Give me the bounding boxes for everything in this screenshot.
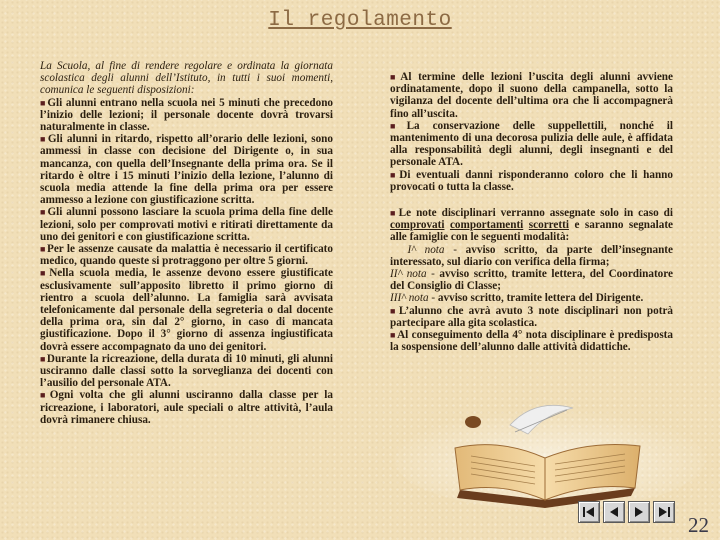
next-icon — [632, 506, 646, 518]
previous-slide-button[interactable] — [603, 501, 625, 523]
note-level: I^ nota - avviso scritto, da parte dell’insegnante interessato, sul diario con verifica della firma; — [390, 243, 673, 268]
bullet-icon: ■ — [390, 330, 397, 341]
bullet-icon: ■ — [40, 390, 49, 401]
open-book-quill-icon — [385, 380, 705, 510]
first-slide-button[interactable] — [578, 501, 600, 523]
rule-item: ■Gli alunni in ritardo, rispetto all’orario delle lezioni, sono ammessi in classe con decisione del Dirigente o, in sua mancanza, con quella dell’Insegnante della prima ora. Se il ritardo è oltre i 15 minuti l’inizio della lezione, l’alunno di scuola media attende la fine della prima ora per essere ammesso a lezione con giustificazione scritta. — [40, 133, 333, 207]
rule-item: ■Al termine delle lezioni l’uscita degli alunni avviene ordinatamente, dopo il suono della campanella, sotto la vigilanza del docente dell’ultima ora che li accompagnerà fino all’uscita. — [390, 71, 673, 120]
notes-intro: ■Le note disciplinari verranno assegnate solo in caso di comprovati comportamenti scorretti e saranno segnalate alle famiglie con le seguenti modalità: — [390, 207, 674, 244]
bullet-icon: ■ — [40, 97, 47, 108]
last-slide-button[interactable] — [653, 501, 675, 523]
note-level: III^ nota - avviso scritto, tramite lettera del Dirigente. — [390, 292, 644, 305]
page-title: Il regolamento — [268, 9, 452, 32]
bullet-icon: ■ — [390, 208, 398, 219]
right-column — [390, 71, 673, 353]
page-number: 22 — [688, 513, 709, 537]
rule-item: ■Gli alunni entrano nella scuola nei 5 minuti che precedono l’inizio delle lezioni; il personale docente dovrà trovarsi naturalmente in classe. — [40, 96, 334, 134]
last-icon — [657, 506, 671, 518]
note-level: II^ nota - avviso scritto, tramite lettera, del Coordinatore del Consiglio di Classe; — [390, 268, 674, 293]
bullet-icon: ■ — [390, 305, 398, 316]
rule-item: ■La conservazione delle suppellettili, nonché il mantenimento di una decorosa pulizia delle aule, è affidata alla responsabilità degli alunni, degli insegnanti e del personale ATA. — [390, 119, 674, 169]
bullet-icon: ■ — [40, 353, 46, 364]
bullet-icon: ■ — [40, 244, 46, 255]
rule-item: ■Al conseguimento della 4° nota disciplinare è predisposta la sospensione dell’alunno dalle attività didattiche. — [390, 329, 674, 354]
rule-item: ■Durante la ricreazione, della durata di 10 minuti, gli alunni usciranno dalle classi sotto la sorveglianza dei docenti con l’ausilio del personale ATA. — [40, 352, 334, 390]
slide-navigation — [578, 501, 675, 523]
bullet-icon: ■ — [40, 268, 49, 279]
rule-item: ■Ogni volta che gli alunni usciranno dalla classe per la ricreazione, i laboratori, aule speciali o altre attività, l’aula dovrà rimanere chiusa. — [40, 389, 334, 426]
prev-icon — [607, 506, 621, 518]
bullet-icon: ■ — [40, 207, 47, 218]
rule-item: ■L’alunno che avrà avuto 3 note disciplinari non potrà partecipare alla gita scolastica. — [390, 304, 674, 329]
left-column — [40, 60, 333, 426]
intro-text: La Scuola, al fine di rendere regolare e ordinata la giornata scolastica degli alunni dell’Istituto, in tutti i suoi momenti, comunica le seguenti disposizioni: — [40, 60, 333, 97]
rule-item: ■Per le assenze causate da malattia è necessario il certificato medico, quando queste si protraggono per oltre 5 giorni. — [40, 243, 333, 268]
bullet-icon: ■ — [390, 120, 406, 131]
next-slide-button[interactable] — [628, 501, 650, 523]
bullet-icon: ■ — [390, 169, 399, 180]
first-icon — [582, 506, 596, 518]
rule-item: ■Gli alunni possono lasciare la scuola prima della fine delle lezioni, solo per comprovati motivi e ritirati direttamente da uno dei genitori e con giustificazione scritta. — [40, 206, 333, 243]
rule-item: ■Di eventuali danni risponderanno coloro che li hanno provocati o tutta la classe. — [390, 168, 674, 193]
rule-item: ■Nella scuola media, le assenze devono essere giustificate esclusivamente sull’apposito libretto il primo giorno di rientro a scuola dell’alunno. La famiglia sarà avvisata telefonicamente dal personale della segreteria o dal docente della prima ora, sin dal 2° giorno, in caso di mancata giustificazione. Dopo il 3° giorno di assenza ingiustificata dovrà essere accompagnato da uno dei genitori. — [40, 267, 334, 353]
bullet-icon: ■ — [390, 72, 400, 82]
bullet-icon: ■ — [40, 134, 47, 145]
